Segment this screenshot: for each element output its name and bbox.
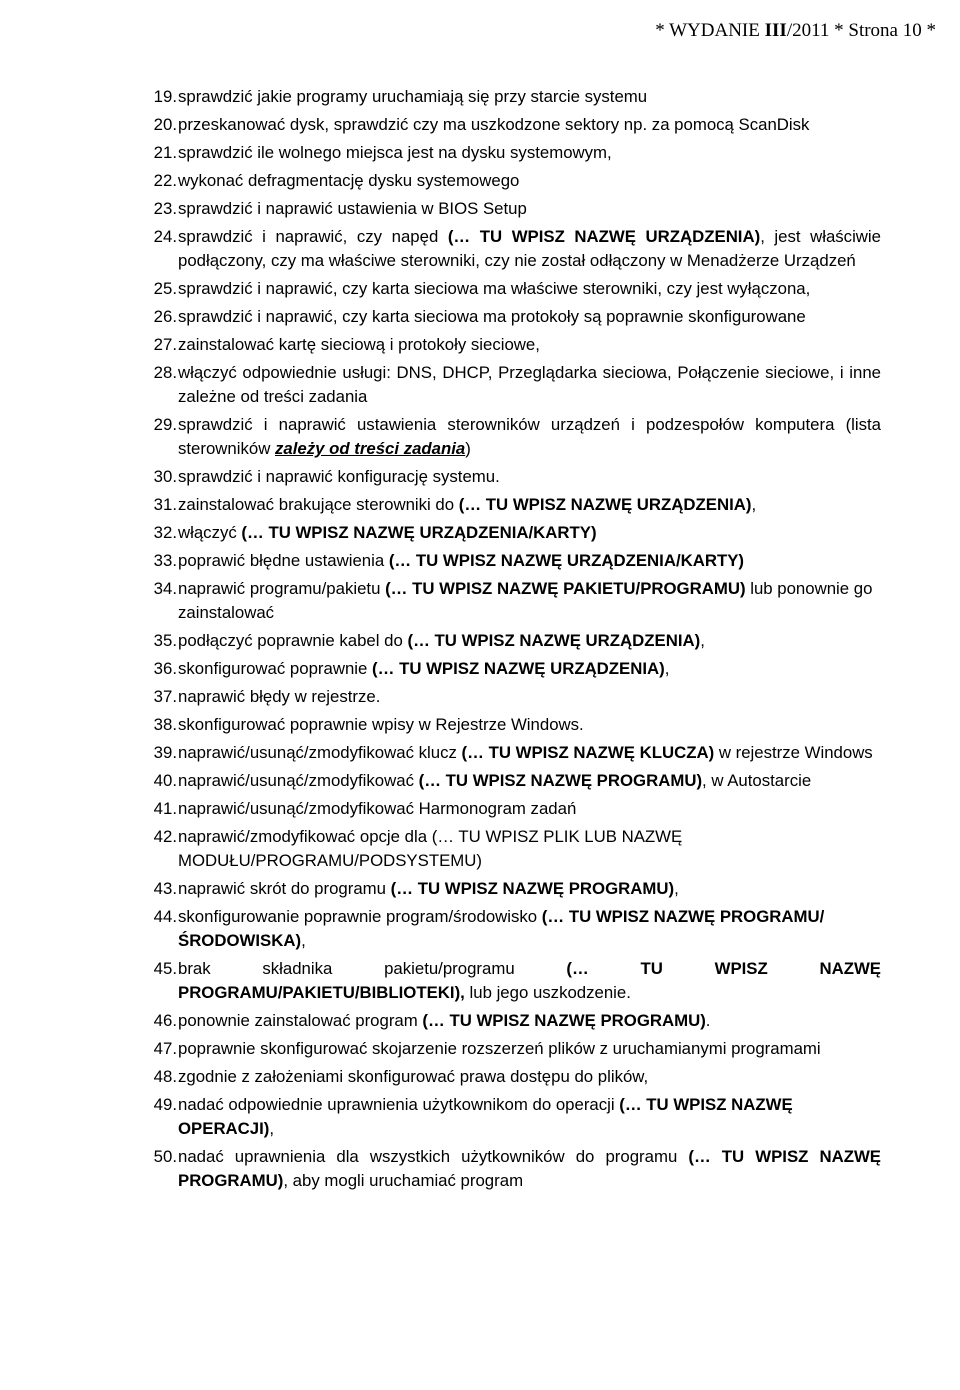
item-text: , xyxy=(301,931,306,950)
item-text: włączyć xyxy=(178,523,242,542)
list-item-number: 28. xyxy=(153,363,177,382)
item-text: naprawić/zmodyfikować opcje dla (… TU WPISZ PLIK LUB NAZWĘ MODUŁU/PROGRAMU/PODSYSTEMU) xyxy=(178,827,683,870)
list-item-number: 44. xyxy=(153,907,177,926)
item-text: naprawić/usunąć/zmodyfikować klucz xyxy=(178,743,462,762)
placeholder-text: (… TU WPISZ NAZWĘ KLUCZA) xyxy=(461,743,715,762)
list-item-number: 25. xyxy=(153,279,177,298)
list-item-number: 22. xyxy=(153,171,177,190)
item-text: wykonać defragmentację dysku systemowego xyxy=(178,171,520,190)
list-item-number: 30. xyxy=(153,467,177,486)
placeholder-text: (… TU WPISZ NAZWĘ PROGRAMU) xyxy=(422,1011,706,1030)
item-text: podłączyć poprawnie kabel do xyxy=(178,631,408,650)
placeholder-text: (… TU WPISZ NAZWĘ PAKIETU/PROGRAMU) xyxy=(385,579,746,598)
list-item-number: 38. xyxy=(153,715,177,734)
list-item-number: 48. xyxy=(153,1067,177,1086)
list-item-number: 42. xyxy=(153,827,177,846)
list-item xyxy=(137,197,881,221)
item-text: sprawdzić jakie programy uruchamiają się przy starcie systemu xyxy=(178,87,648,106)
item-text: , aby mogli uruchamiać program xyxy=(283,1171,524,1190)
placeholder-text: (… TU WPISZ NAZWĘ URZĄDZENIA/KARTY) xyxy=(241,523,597,542)
list-item xyxy=(137,549,881,573)
item-text: sprawdzić i naprawić konfigurację systemu. xyxy=(178,467,500,486)
list-item-number: 31. xyxy=(153,495,177,514)
item-text: , xyxy=(664,659,670,678)
placeholder-text: (… TU WPISZ NAZWĘ PROGRAMU/ŚRODOWISKA) xyxy=(178,907,825,950)
placeholder-text: (… TU WPISZ NAZWĘ URZĄDZENIA/KARTY) xyxy=(388,551,745,570)
list-item xyxy=(137,1037,881,1061)
list-item xyxy=(137,877,881,901)
placeholder-text: (… TU WPISZ NAZWĘ PROGRAMU) xyxy=(178,1147,881,1190)
list-item xyxy=(137,1093,881,1141)
list-item xyxy=(137,957,881,1005)
item-text: sprawdzić i naprawić, czy karta sieciowa ma protokoły są poprawnie skonfigurowane xyxy=(178,307,806,326)
header-prefix: * WYDANIE xyxy=(655,20,765,41)
header-edition: III xyxy=(764,20,787,41)
item-text: , jest właściwie podłączony, czy ma właściwe sterowniki, czy nie został odłączony w Menadżerze Urządzeń xyxy=(178,227,881,270)
list-item xyxy=(137,141,881,165)
list-item xyxy=(137,657,881,681)
item-text: sprawdzić i naprawić ustawienia w BIOS Setup xyxy=(178,199,527,218)
item-text: lub jego uszkodzenie. xyxy=(464,983,631,1002)
item-text: sprawdzić i naprawić, czy karta sieciowa ma właściwe sterowniki, czy jest wyłączona, xyxy=(178,279,811,298)
placeholder-text: (… TU WPISZ NAZWĘ PROGRAMU/PAKIETU/BIBLIOTEKI), xyxy=(178,959,882,1002)
item-text: skonfigurować poprawnie xyxy=(178,659,373,678)
placeholder-text: (… TU WPISZ NAZWĘ PROGRAMU) xyxy=(418,771,703,790)
list-item xyxy=(137,577,881,625)
list-item-number: 46. xyxy=(153,1011,177,1030)
item-text: w rejestrze Windows xyxy=(714,743,873,762)
list-item xyxy=(137,521,881,545)
item-text: ) xyxy=(465,439,471,458)
placeholder-text: (… TU WPISZ NAZWĘ PROGRAMU) xyxy=(390,879,675,898)
item-text: nadać uprawnienia dla wszystkich użytkowników do programu xyxy=(178,1147,689,1166)
item-text: . xyxy=(705,1011,711,1030)
item-text: naprawić programu/pakietu xyxy=(178,579,386,598)
list-item-number: 27. xyxy=(153,335,177,354)
list-item xyxy=(137,169,881,193)
placeholder-text: (… TU WPISZ NAZWĘ URZĄDZENIA) xyxy=(372,659,665,678)
list-item xyxy=(137,741,881,765)
list-item-number: 33. xyxy=(153,551,177,570)
list-item-number: 50. xyxy=(153,1147,177,1166)
list-item xyxy=(137,1065,881,1089)
item-text: lub ponownie go zainstalować xyxy=(178,579,873,622)
item-text: włączyć odpowiednie usługi: DNS, DHCP, Przeglądarka sieciowa, Połączenie sieciowe, i inne zależne od treści zadania xyxy=(178,363,881,406)
list-item-number: 47. xyxy=(153,1039,177,1058)
list-item xyxy=(137,305,881,329)
item-text: naprawić/usunąć/zmodyfikować xyxy=(178,771,419,790)
item-text: skonfigurować poprawnie wpisy w Rejestrze Windows. xyxy=(178,715,584,734)
item-text: , xyxy=(674,879,679,898)
task-list xyxy=(137,85,881,1193)
item-text: zgodnie z założeniami skonfigurować prawa dostępu do plików, xyxy=(178,1067,649,1086)
item-text: , w Autostarcie xyxy=(702,771,812,790)
item-text: brak składnika pakietu/programu xyxy=(178,959,567,978)
list-item-number: 23. xyxy=(153,199,177,218)
placeholder-text: (… TU WPISZ NAZWĘ URZĄDZENIA) xyxy=(458,495,752,514)
list-item-number: 37. xyxy=(153,687,177,706)
item-text: naprawić błędy w rejestrze. xyxy=(178,687,381,706)
list-item-number: 39. xyxy=(153,743,177,762)
list-item xyxy=(137,629,881,653)
list-item-number: 45. xyxy=(153,959,177,978)
list-item-number: 41. xyxy=(153,799,177,818)
item-text: sprawdzić ile wolnego miejsca jest na dysku systemowym, xyxy=(178,143,612,162)
list-item xyxy=(137,465,881,489)
item-text: poprawić błędne ustawienia xyxy=(178,551,389,570)
item-text: zainstalować kartę sieciową i protokoły sieciowe, xyxy=(178,335,540,354)
list-item xyxy=(137,277,881,301)
item-text: naprawić/usunąć/zmodyfikować Harmonogram zadań xyxy=(178,799,577,818)
item-text: , xyxy=(700,631,705,650)
list-item-number: 43. xyxy=(153,879,177,898)
emphasis-text: zależy od treści zadania xyxy=(275,439,466,458)
placeholder-text: (… TU WPISZ NAZWĘ URZĄDZENIA) xyxy=(407,631,701,650)
placeholder-text: (… TU WPISZ NAZWĘ OPERACJI) xyxy=(178,1095,793,1138)
item-text: nadać odpowiednie uprawnienia użytkownikom do operacji xyxy=(178,1095,620,1114)
item-text: , xyxy=(269,1119,275,1138)
list-item xyxy=(137,769,881,793)
item-text: ponownie zainstalować program xyxy=(178,1011,423,1030)
item-text: poprawnie skonfigurować skojarzenie rozszerzeń plików z uruchamianymi programami xyxy=(178,1039,821,1058)
list-item xyxy=(137,493,881,517)
item-text: sprawdzić i naprawić, czy napęd xyxy=(178,227,448,246)
item-text: , xyxy=(751,495,757,514)
list-item-number: 24. xyxy=(153,227,177,246)
item-text: naprawić skrót do programu xyxy=(178,879,391,898)
item-text: zainstalować brakujące sterowniki do xyxy=(178,495,459,514)
list-item-number: 19. xyxy=(153,87,177,106)
list-item xyxy=(137,361,881,409)
item-text: przeskanować dysk, sprawdzić czy ma uszkodzone sektory np. za pomocą ScanDisk xyxy=(178,115,810,134)
list-item xyxy=(137,797,881,821)
list-item-number: 49. xyxy=(153,1095,177,1114)
list-item-number: 29. xyxy=(153,415,177,434)
header-suffix: /2011 * Strona 10 * xyxy=(786,20,936,41)
list-item-number: 20. xyxy=(153,115,177,134)
list-item-number: 26. xyxy=(153,307,177,326)
list-item-number: 36. xyxy=(153,659,177,678)
item-text: sprawdzić i naprawić ustawienia sterowników urządzeń i podzespołów komputera (lista sterowników xyxy=(178,415,881,458)
list-item xyxy=(137,225,881,273)
list-item xyxy=(137,825,881,873)
list-item xyxy=(137,685,881,709)
list-item-number: 35. xyxy=(153,631,177,650)
item-text: skonfigurowanie poprawnie program/środowisko xyxy=(178,907,542,926)
list-item xyxy=(137,333,881,357)
list-item xyxy=(137,1145,881,1193)
list-item-number: 40. xyxy=(153,771,177,790)
list-item-number: 21. xyxy=(153,143,177,162)
list-item-number: 34. xyxy=(153,579,177,598)
list-item xyxy=(137,1009,881,1033)
list-item xyxy=(137,413,881,461)
placeholder-text: (… TU WPISZ NAZWĘ URZĄDZENIA) xyxy=(447,227,761,246)
list-item xyxy=(137,85,881,109)
list-item xyxy=(137,713,881,737)
list-item xyxy=(137,113,881,137)
list-item xyxy=(137,905,881,953)
page-header xyxy=(655,20,936,42)
list-item-number: 32. xyxy=(153,523,177,542)
